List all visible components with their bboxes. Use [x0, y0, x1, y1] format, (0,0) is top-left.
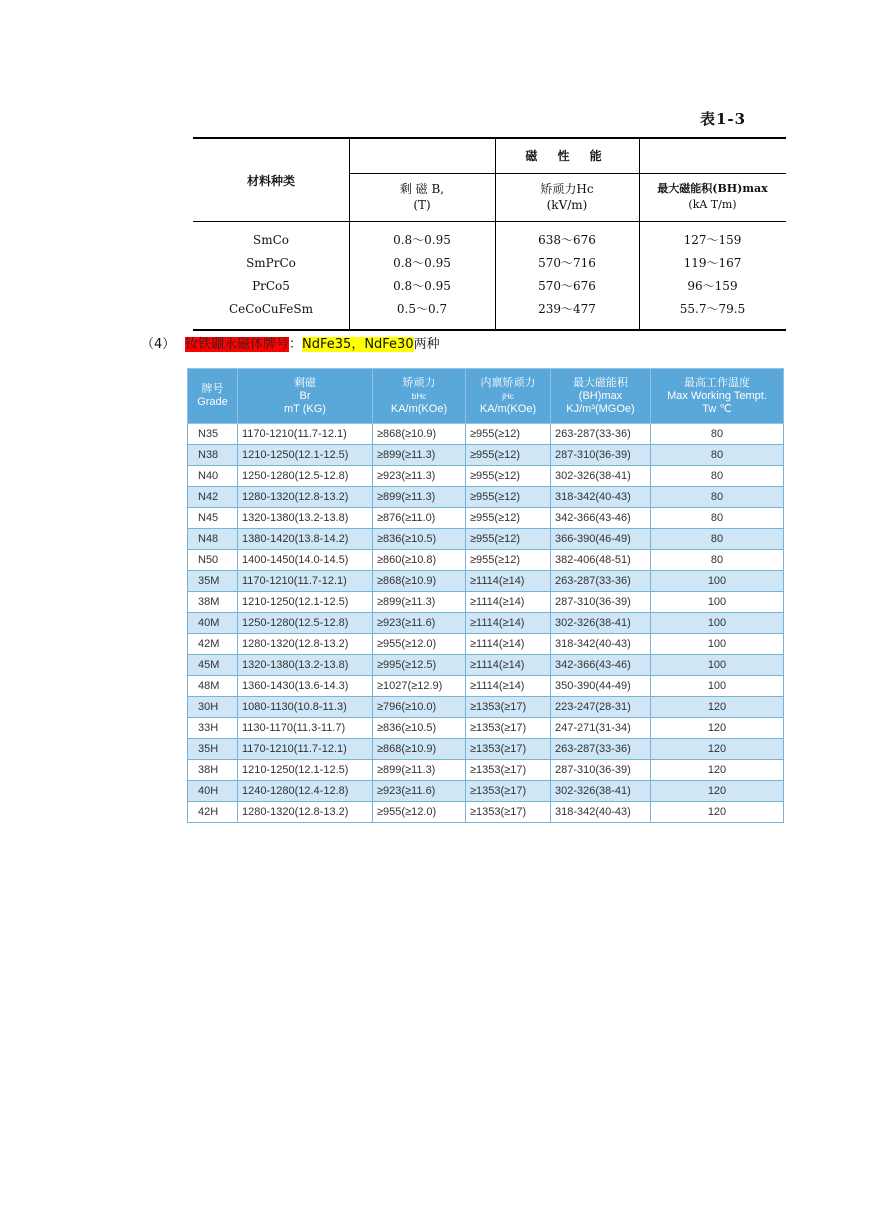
br-cell: 1250-1280(12.5-12.8) — [238, 613, 373, 634]
bhmax-cell: 302-326(38-41) — [551, 613, 651, 634]
header-hc-line2: (kV/m) — [546, 198, 588, 212]
grade-cell: 40H — [188, 781, 238, 802]
hcb-cell: ≥1027(≥12.9) — [373, 676, 466, 697]
br-cell: 1400-1450(14.0-14.5) — [238, 550, 373, 571]
hcb-cell: ≥955(≥12.0) — [373, 802, 466, 823]
temp-cell: 120 — [651, 718, 784, 739]
table-row — [188, 760, 784, 781]
hcb-cell: ≥955(≥12.0) — [373, 634, 466, 655]
table-row — [188, 613, 784, 634]
br-cell: 1280-1320(12.8-13.2) — [238, 634, 373, 655]
table-row — [188, 676, 784, 697]
header-br-line1: 剩 磁 B, — [399, 182, 445, 196]
material-cell: CeCoCuFeSm — [229, 302, 313, 316]
hcj-cell: ≥955(≥12) — [466, 487, 551, 508]
hcb-cell: ≥796(≥10.0) — [373, 697, 466, 718]
temp-cell: 100 — [651, 613, 784, 634]
br-cell: 1250-1280(12.5-12.8) — [238, 466, 373, 487]
bhmax-cell: 302-326(38-41) — [551, 781, 651, 802]
bhmax-cell: 287-310(36-39) — [551, 592, 651, 613]
material-cell: PrCo5 — [252, 279, 290, 293]
hcj-cell: ≥955(≥12) — [466, 424, 551, 445]
br-cell: 1280-1320(12.8-13.2) — [238, 802, 373, 823]
table-body — [188, 424, 784, 823]
hcj-cell: ≥1114(≥14) — [466, 613, 551, 634]
bhmax-cell: 318-342(40-43) — [551, 634, 651, 655]
temp-cell: 120 — [651, 739, 784, 760]
header-hcb — [373, 369, 466, 424]
header-text: (BH)max — [578, 389, 623, 402]
grade-cell: 35M — [188, 571, 238, 592]
highlight-grades: NdFe35，NdFe30 — [302, 337, 414, 352]
hcb-cell: ≥899(≥11.3) — [373, 445, 466, 466]
hcb-cell: ≥995(≥12.5) — [373, 655, 466, 676]
header-hcj — [466, 369, 551, 424]
hcb-cell: ≥860(≥10.8) — [373, 550, 466, 571]
header-text: 矫顽力 — [402, 376, 436, 389]
table-row — [188, 529, 784, 550]
br-cell: 1360-1430(13.6-14.3) — [238, 676, 373, 697]
grade-cell: N45 — [188, 508, 238, 529]
hcj-cell: ≥1114(≥14) — [466, 592, 551, 613]
header-text: bHc — [411, 391, 427, 401]
header-text: Br — [299, 389, 311, 402]
br-cell: 0.8～0.95 — [393, 279, 451, 293]
header-text: 最高工作温度 — [684, 376, 750, 389]
table-row — [188, 802, 784, 823]
table-row — [188, 424, 784, 445]
grade-cell: N38 — [188, 445, 238, 466]
hcb-cell: ≥923(≥11.3) — [373, 466, 466, 487]
header-bhmax-line2: (kA T/m) — [688, 198, 737, 211]
hcj-cell: ≥955(≥12) — [466, 529, 551, 550]
br-cell: 1170-1210(11.7-12.1) — [238, 739, 373, 760]
grade-cell: N42 — [188, 487, 238, 508]
table-row — [188, 697, 784, 718]
grade-cell: 40M — [188, 613, 238, 634]
table-row — [193, 275, 786, 297]
temp-cell: 100 — [651, 592, 784, 613]
bhmax-cell: 119～167 — [683, 256, 742, 270]
header-bhmax-line1: 最大磁能积(BH)max — [657, 182, 768, 195]
bhmax-cell: 342-366(43-46) — [551, 508, 651, 529]
table-row — [188, 655, 784, 676]
br-cell: 1130-1170(11.3-11.7) — [238, 718, 373, 739]
hcb-cell: ≥899(≥11.3) — [373, 760, 466, 781]
bhmax-cell: 366-390(46-49) — [551, 529, 651, 550]
hcb-cell: ≥899(≥11.3) — [373, 592, 466, 613]
table-row — [188, 466, 784, 487]
grade-cell: 38M — [188, 592, 238, 613]
hcj-cell: ≥1114(≥14) — [466, 655, 551, 676]
header-hc — [495, 181, 639, 213]
bhmax-cell: 127～159 — [683, 233, 742, 247]
hc-cell: 570～676 — [538, 279, 596, 293]
table-row — [193, 298, 786, 320]
table-row — [188, 487, 784, 508]
br-cell: 0.8～0.95 — [393, 256, 451, 270]
grade-cell: 42M — [188, 634, 238, 655]
hcb-cell: ≥836(≥10.5) — [373, 529, 466, 550]
hcj-cell: ≥1114(≥14) — [466, 676, 551, 697]
bhmax-cell: 318-342(40-43) — [551, 802, 651, 823]
grade-cell: 42H — [188, 802, 238, 823]
br-cell: 1210-1250(12.1-12.5) — [238, 445, 373, 466]
hcb-cell: ≥836(≥10.5) — [373, 718, 466, 739]
header-text: KJ/m³(MGOe) — [566, 402, 635, 415]
grade-cell: 35H — [188, 739, 238, 760]
table-row — [188, 445, 784, 466]
hcb-cell: ≥876(≥11.0) — [373, 508, 466, 529]
table-row — [188, 718, 784, 739]
header-text: Tw ℃ — [702, 402, 732, 415]
temp-cell: 80 — [651, 529, 784, 550]
hcj-cell: ≥1353(≥17) — [466, 739, 551, 760]
hcb-cell: ≥868(≥10.9) — [373, 739, 466, 760]
hcb-cell: ≥923(≥11.6) — [373, 781, 466, 802]
grade-cell: 45M — [188, 655, 238, 676]
grade-cell: N40 — [188, 466, 238, 487]
header-text: mT (KG) — [284, 402, 326, 415]
bhmax-cell: 342-366(43-46) — [551, 655, 651, 676]
table-row — [188, 508, 784, 529]
temp-cell: 80 — [651, 466, 784, 487]
header-br — [349, 181, 495, 213]
grade-cell: N35 — [188, 424, 238, 445]
grade-cell: 48M — [188, 676, 238, 697]
bhmax-cell: 223-247(28-31) — [551, 697, 651, 718]
temp-cell: 120 — [651, 802, 784, 823]
bhmax-cell: 263-287(33-36) — [551, 739, 651, 760]
br-cell: 1380-1420(13.8-14.2) — [238, 529, 373, 550]
br-cell: 1170-1210(11.7-12.1) — [238, 424, 373, 445]
header-material: 材料种类 — [246, 174, 295, 188]
header-max-temp — [651, 369, 784, 424]
hcj-cell: ≥1353(≥17) — [466, 760, 551, 781]
paragraph-number: （4） — [141, 337, 176, 352]
temp-cell: 80 — [651, 445, 784, 466]
temp-cell: 120 — [651, 760, 784, 781]
grade-cell: 30H — [188, 697, 238, 718]
hcj-cell: ≥1353(≥17) — [466, 802, 551, 823]
table-row — [188, 571, 784, 592]
hcj-cell: ≥955(≥12) — [466, 508, 551, 529]
table-caption: 表1-3 — [700, 110, 747, 128]
paragraph-4 — [141, 336, 440, 354]
table-row — [188, 550, 784, 571]
table-row — [188, 634, 784, 655]
bhmax-cell: 302-326(38-41) — [551, 466, 651, 487]
br-cell: 0.5～0.7 — [396, 302, 448, 316]
bhmax-cell: 287-310(36-39) — [551, 760, 651, 781]
br-cell: 0.8～0.95 — [393, 233, 451, 247]
hcb-cell: ≥868(≥10.9) — [373, 424, 466, 445]
highlight-ndfeb-label: 钕铁硼永磁体牌号 — [185, 337, 290, 352]
bhmax-cell: 96～159 — [687, 279, 738, 293]
hcb-cell: ≥923(≥11.6) — [373, 613, 466, 634]
temp-cell: 120 — [651, 697, 784, 718]
header-text: 内禀矫顽力 — [480, 376, 536, 389]
table-row — [193, 252, 786, 274]
bhmax-cell: 247-271(31-34) — [551, 718, 651, 739]
temp-cell: 120 — [651, 781, 784, 802]
temp-cell: 80 — [651, 424, 784, 445]
table-row — [188, 739, 784, 760]
bhmax-cell: 263-287(33-36) — [551, 571, 651, 592]
header-text: Grade — [197, 396, 228, 408]
header-bhmax — [551, 369, 651, 424]
grade-cell: 38H — [188, 760, 238, 781]
hcj-cell: ≥1114(≥14) — [466, 634, 551, 655]
header-text: KA/m(KOe) — [479, 402, 537, 415]
table-row — [188, 781, 784, 802]
paragraph-suffix: 两种 — [413, 337, 440, 352]
table-header-row — [188, 369, 784, 424]
ndfeb-grade-table — [187, 368, 784, 823]
header-br-line2: (T) — [413, 198, 431, 212]
hcj-cell: ≥955(≥12) — [466, 445, 551, 466]
bhmax-cell: 55.7～79.5 — [679, 302, 746, 316]
header-text: KA/m(KOe) — [390, 402, 448, 415]
hcj-cell: ≥1353(≥17) — [466, 697, 551, 718]
temp-cell: 100 — [651, 676, 784, 697]
hcj-cell: ≥1353(≥17) — [466, 718, 551, 739]
br-cell: 1240-1280(12.4-12.8) — [238, 781, 373, 802]
hc-cell: 638～676 — [538, 233, 596, 247]
hcj-cell: ≥1353(≥17) — [466, 781, 551, 802]
bhmax-cell: 287-310(36-39) — [551, 445, 651, 466]
temp-cell: 100 — [651, 571, 784, 592]
material-cell: SmPrCo — [246, 256, 296, 270]
br-cell: 1080-1130(10.8-11.3) — [238, 697, 373, 718]
header-text: jHc — [502, 391, 514, 401]
br-cell: 1320-1380(13.2-13.8) — [238, 655, 373, 676]
temp-cell: 100 — [651, 634, 784, 655]
header-text: 剩磁 — [294, 376, 316, 389]
header-text: 最大磁能积 — [573, 376, 628, 389]
header-hc-line1: 矫顽力Hc — [540, 182, 594, 196]
header-br — [238, 369, 373, 424]
bhmax-cell: 263-287(33-36) — [551, 424, 651, 445]
br-cell: 1170-1210(11.7-12.1) — [238, 571, 373, 592]
br-cell: 1210-1250(12.1-12.5) — [238, 760, 373, 781]
material-cell: SmCo — [252, 233, 289, 247]
hcb-cell: ≥899(≥11.3) — [373, 487, 466, 508]
hc-cell: 239～477 — [538, 302, 596, 316]
temp-cell: 80 — [651, 487, 784, 508]
table-row — [188, 592, 784, 613]
grade-cell: N50 — [188, 550, 238, 571]
bhmax-cell: 318-342(40-43) — [551, 487, 651, 508]
header-magnetic-properties: 磁 性 能 — [525, 149, 610, 163]
br-cell: 1210-1250(12.1-12.5) — [238, 592, 373, 613]
hcj-cell: ≥955(≥12) — [466, 466, 551, 487]
bhmax-cell: 382-406(48-51) — [551, 550, 651, 571]
grade-cell: N48 — [188, 529, 238, 550]
table-1-3 — [193, 137, 786, 331]
br-cell: 1280-1320(12.8-13.2) — [238, 487, 373, 508]
temp-cell: 80 — [651, 550, 784, 571]
header-text: 牌号 — [201, 383, 224, 395]
temp-cell: 100 — [651, 655, 784, 676]
header-grade — [188, 369, 238, 424]
hc-cell: 570～716 — [538, 256, 596, 270]
hcj-cell: ≥1114(≥14) — [466, 571, 551, 592]
temp-cell: 80 — [651, 508, 784, 529]
table-row — [193, 229, 786, 251]
hcj-cell: ≥955(≥12) — [466, 550, 551, 571]
br-cell: 1320-1380(13.2-13.8) — [238, 508, 373, 529]
grade-cell: 33H — [188, 718, 238, 739]
header-bhmax — [639, 181, 786, 213]
hcb-cell: ≥868(≥10.9) — [373, 571, 466, 592]
header-text: Max Working Tempt. — [667, 389, 767, 402]
bhmax-cell: 350-390(44-49) — [551, 676, 651, 697]
colon: ： — [289, 337, 303, 352]
